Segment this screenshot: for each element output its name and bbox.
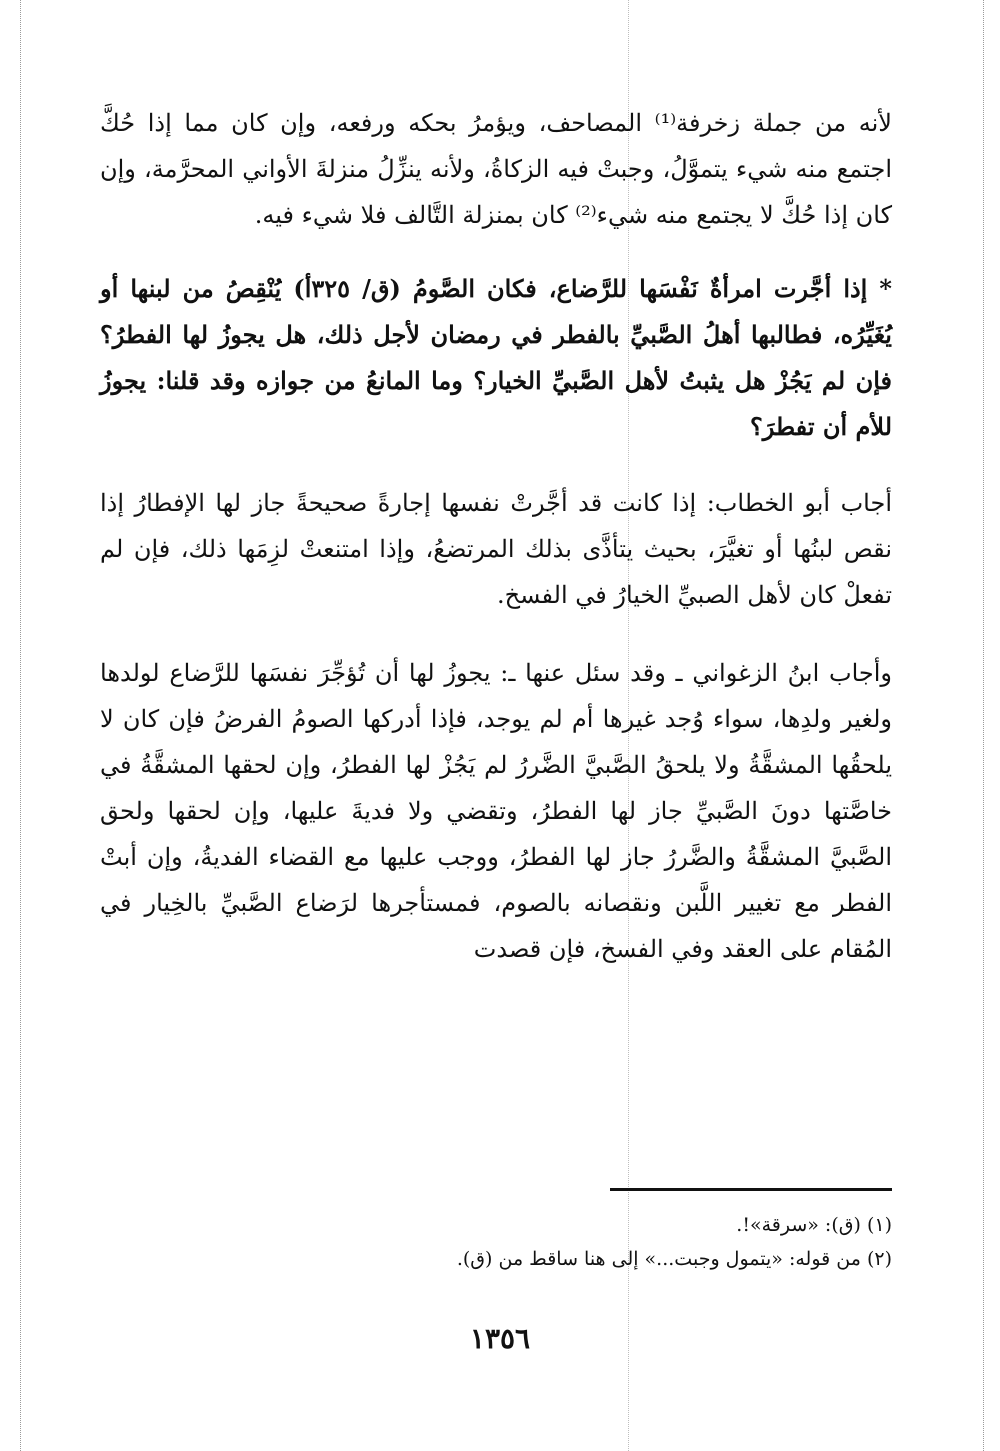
paragraph-intro: لأنه من جملة زخرفة⁽¹⁾ المصاحف، ويؤمرُ بحكه ورفعه، وإن كان مما إذا حُكَّ اجتمع منه شيء يتموَّلُ، وجبتْ فيه الزكاةُ، ولأنه ينزِّلُ منزلةَ الأواني المحرَّمة، وإن كان إذا حُكَّ لا يجتمع منه شيء⁽²⁾ كان بمنزلة التَّالف فلا شيء فيه. [100,109,892,229]
footnote-separator [610,1188,892,1191]
footnote-2: (٢) من قوله: «يتمول وجبت...» إلى هنا ساقط من (ق). [456,1248,892,1270]
footnote-1: (١) (ق): «سرقة»!. [736,1214,892,1236]
footnotes [100,1208,892,1276]
page-number: ١٣٥٦ [469,1322,531,1355]
margin-guide-right [983,0,984,1451]
question-paragraph: * إذا أجَّرت امرأةٌ نَفْسَها للرَّضاع، فكان الصَّومُ (ق/ ٣٢٥أ) يُنْقِصُ من لبنها أو يُغَيِّرُه، فطالبها أهلُ الصَّبيِّ بالفطر في رمضان لأجل ذلك، هل يجوزُ لها الفطرُ؟ فإن لم يَجُزْ هل يثبتُ لأهل الصَّبيِّ الخيار؟ وما المانعُ من جوازه وقد قلنا: يجوزُ للأم أن تفطرَ؟ [100,274,892,441]
margin-guide-left [20,0,21,1451]
page-body [100,100,892,972]
answer-abu-al-khattab: أجاب أبو الخطاب: إذا كانت قد أجَّرتْ نفسها إجارةً صحيحةً جاز لها الإفطارُ إذا نقص لبنُها أو تغيَّرَ، بحيث يتأذَّى بذلك المرتضعُ، وإذا امتنعتْ لزِمَها ذلك، فإن لم تفعلْ كان لأهل الصبيِّ الخيارُ في الفسخ. [100,489,892,609]
answer-ibn-al-zaghwani: وأجاب ابنُ الزغواني ـ وقد سئل عنها ـ: يجوزُ لها أن تُؤجِّرَ نفسَها للرَّضاع لولدها ولغير ولدِها، سواء وُجد غيرها أم لم يوجد، فإذا أدركها الصومُ الفرضُ فإن كان لا يلحقُها المشقَّةُ ولا يلحقُ الصَّبيَّ الضَّررُ لم يَجُزْ لها الفطرُ، وإن لحقها المشقَّةُ في خاصَّتها دونَ الصَّبيِّ جاز لها الفطرُ، وتقضي ولا فديةَ عليها، وإن لحقها ولحق الصَّبيَّ المشقَّةُ والضَّررُ جاز لها الفطرُ، ووجب عليها مع القضاء الفديةُ، وإن أبتْ الفطر مع تغيير اللَّبن ونقصانه بالصوم، فمستأجرها لرَضاع الصَّبيِّ بالخِيار في المُقام على العقد وفي الفسخ، فإن قصدت [100,659,892,963]
